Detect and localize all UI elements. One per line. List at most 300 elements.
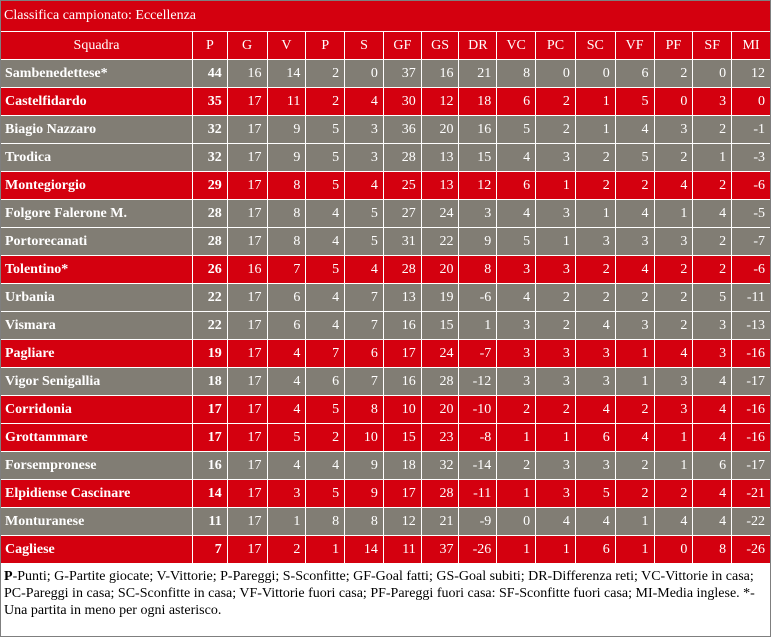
stat-cell: 22 [422,228,460,256]
points-cell: 32 [193,144,228,172]
team-name-cell: Sambenedettese* [1,60,193,88]
stat-cell: 4 [268,452,307,480]
stat-cell: 3 [459,200,497,228]
stat-cell: 27 [384,200,422,228]
team-name-cell: Pagliare [1,340,193,368]
stat-cell: 6 [576,536,616,564]
stat-cell: 16 [228,256,268,284]
stat-cell: 7 [345,368,384,396]
stat-cell: 4 [576,508,616,536]
stat-cell: 16 [384,368,422,396]
stat-cell: 13 [422,144,460,172]
column-header: GS [422,32,460,60]
stat-cell: 8 [345,508,384,536]
stat-cell: 2 [655,60,694,88]
stat-cell: 18 [459,88,497,116]
stat-cell: 2 [655,284,694,312]
stat-cell: 3 [268,480,307,508]
table-row [1,312,770,340]
team-name-cell: Urbania [1,284,193,312]
stat-cell: 5 [576,480,616,508]
stat-cell: 4 [345,88,384,116]
stat-cell: 5 [306,172,345,200]
stat-cell: 9 [459,228,497,256]
stat-cell: 2 [497,396,536,424]
stat-cell: 24 [422,200,460,228]
team-name-cell: Cagliese [1,536,193,564]
column-header: P [193,32,228,60]
stat-cell: 2 [576,172,616,200]
stat-cell: 4 [693,396,732,424]
stat-cell: 12 [459,172,497,200]
stat-cell: -26 [732,536,770,564]
table-row [1,284,770,312]
stat-cell: -16 [732,424,770,452]
stat-cell: 4 [655,508,694,536]
column-header: PF [655,32,694,60]
stat-cell: 4 [576,312,616,340]
stat-cell: 2 [655,144,694,172]
points-cell: 18 [193,368,228,396]
stat-cell: 6 [616,60,655,88]
column-header: G [228,32,268,60]
column-header: SF [693,32,732,60]
stat-cell: -22 [732,508,770,536]
stat-cell: 18 [384,452,422,480]
stat-cell: 4 [497,284,536,312]
stat-cell: 1 [693,144,732,172]
stat-cell: 17 [228,536,268,564]
stat-cell: -26 [459,536,497,564]
legend-text [1,564,770,619]
points-cell: 26 [193,256,228,284]
stat-cell: 2 [576,144,616,172]
stat-cell: 2 [576,284,616,312]
stat-cell: 2 [536,88,576,116]
stat-cell: 3 [536,340,576,368]
stat-cell: 21 [459,60,497,88]
stat-cell: -16 [732,396,770,424]
team-name-cell: Vismara [1,312,193,340]
stat-cell: 2 [536,312,576,340]
stat-cell: 1 [655,452,694,480]
team-name-cell: Forsempronese [1,452,193,480]
stat-cell: 4 [655,172,694,200]
stat-cell: 17 [384,340,422,368]
stat-cell: 12 [422,88,460,116]
stat-cell: 2 [306,60,345,88]
stat-cell: 4 [306,284,345,312]
stat-cell: 24 [422,340,460,368]
stat-cell: 1 [459,312,497,340]
stat-cell: 7 [345,284,384,312]
stat-cell: 4 [693,200,732,228]
table-row [1,424,770,452]
stat-cell: 9 [345,480,384,508]
table-row [1,60,770,88]
stat-cell: 1 [655,200,694,228]
stat-cell: 2 [306,88,345,116]
stat-cell: 4 [497,200,536,228]
stat-cell: 6 [497,88,536,116]
stat-cell: 3 [497,256,536,284]
stat-cell: 12 [384,508,422,536]
table-row [1,200,770,228]
stat-cell: 15 [422,312,460,340]
stat-cell: 4 [306,312,345,340]
stat-cell: 17 [228,144,268,172]
stat-cell: 2 [693,116,732,144]
stat-cell: 17 [228,452,268,480]
stat-cell: 4 [693,424,732,452]
stat-cell: 21 [422,508,460,536]
stat-cell: 17 [228,116,268,144]
stat-cell: 17 [228,284,268,312]
stat-cell: 5 [345,200,384,228]
stat-cell: 2 [497,452,536,480]
stat-cell: 2 [693,256,732,284]
stat-cell: 8 [268,200,307,228]
stat-cell: 1 [497,480,536,508]
stat-cell: 28 [384,144,422,172]
stat-cell: 3 [536,256,576,284]
stat-cell: 4 [268,340,307,368]
stat-cell: 3 [536,144,576,172]
stat-cell: 2 [616,452,655,480]
stat-cell: 4 [655,340,694,368]
stat-cell: 5 [306,480,345,508]
stat-cell: 28 [422,368,460,396]
column-header: MI [732,32,770,60]
stat-cell: 11 [384,536,422,564]
points-cell: 28 [193,200,228,228]
stat-cell: 3 [693,340,732,368]
stat-cell: 2 [655,480,694,508]
stat-cell: 3 [616,312,655,340]
stat-cell: 19 [422,284,460,312]
stat-cell: 17 [228,88,268,116]
table-row [1,88,770,116]
column-header: DR [459,32,497,60]
table-row [1,340,770,368]
stat-cell: -7 [459,340,497,368]
stat-cell: 6 [345,340,384,368]
team-name-cell: Elpidiense Cascinare [1,480,193,508]
stat-cell: -3 [732,144,770,172]
legend-bold: P [4,569,13,584]
stat-cell: 1 [536,172,576,200]
stat-cell: 4 [306,200,345,228]
stat-cell: -14 [459,452,497,480]
standings-table [1,32,770,564]
team-name-cell: Trodica [1,144,193,172]
stat-cell: -11 [459,480,497,508]
table-row [1,172,770,200]
stat-cell: 16 [384,312,422,340]
stat-cell: -10 [459,396,497,424]
stat-cell: 5 [268,424,307,452]
stat-cell: 4 [616,424,655,452]
stat-cell: 25 [384,172,422,200]
stat-cell: 9 [345,452,384,480]
legend-body: -Punti; G-Partite giocate; V-Vittorie; P-Pareggi; S-Sconfitte; GF-Goal fatti; GS-Goal subiti; DR-Differenza reti; VC-Vittorie in casa; PC-Pareggi in casa; SC-Sconfitte in casa; VF-Vittorie fuori casa; PF-Pareggi fuori casa: SF-Sconfitte fuori casa; MI-Media inglese. *- Una partita in meno per ogni asterisco. [4,569,755,618]
stat-cell: 3 [497,312,536,340]
stat-cell: 4 [693,480,732,508]
stat-cell: 32 [422,452,460,480]
stat-cell: 17 [228,396,268,424]
standings-title: Classifica campionato: Eccellenza [1,1,770,32]
stat-cell: -12 [459,368,497,396]
stat-cell: 4 [306,228,345,256]
stat-cell: -5 [732,200,770,228]
points-cell: 28 [193,228,228,256]
points-cell: 11 [193,508,228,536]
table-row [1,256,770,284]
column-header: VC [497,32,536,60]
stat-cell: 2 [536,116,576,144]
stat-cell: 2 [693,172,732,200]
stat-cell: 5 [616,144,655,172]
points-cell: 14 [193,480,228,508]
stat-cell: 2 [268,536,307,564]
table-header-row [1,32,770,60]
stat-cell: 2 [616,172,655,200]
points-cell: 32 [193,116,228,144]
stat-cell: 7 [345,312,384,340]
column-header: P [306,32,345,60]
stat-cell: 4 [306,452,345,480]
stat-cell: 3 [576,340,616,368]
table-row [1,116,770,144]
stat-cell: 1 [497,536,536,564]
stat-cell: 3 [536,200,576,228]
stat-cell: 3 [693,88,732,116]
stat-cell: 4 [536,508,576,536]
points-cell: 7 [193,536,228,564]
stat-cell: 4 [497,144,536,172]
stat-cell: 20 [422,116,460,144]
stat-cell: 6 [306,368,345,396]
stat-cell: 3 [536,368,576,396]
stat-cell: 3 [576,452,616,480]
stat-cell: 3 [655,228,694,256]
column-header: VF [616,32,655,60]
stat-cell: 11 [268,88,307,116]
stat-cell: 1 [536,536,576,564]
stat-cell: 8 [306,508,345,536]
column-header: Squadra [1,32,193,60]
points-cell: 22 [193,284,228,312]
stat-cell: 1 [655,424,694,452]
stat-cell: 1 [268,508,307,536]
stat-cell: 12 [732,60,770,88]
column-header: V [268,32,307,60]
stat-cell: 4 [345,172,384,200]
stat-cell: 17 [228,312,268,340]
stat-cell: 13 [422,172,460,200]
team-name-cell: Corridonia [1,396,193,424]
stat-cell: 5 [306,396,345,424]
stat-cell: -16 [732,340,770,368]
stat-cell: 3 [536,452,576,480]
stat-cell: 17 [228,368,268,396]
stat-cell: -1 [732,116,770,144]
stat-cell: 0 [655,88,694,116]
stat-cell: 14 [345,536,384,564]
stat-cell: 17 [228,424,268,452]
stat-cell: 1 [616,340,655,368]
stat-cell: 5 [497,228,536,256]
stat-cell: -21 [732,480,770,508]
stat-cell: 4 [268,396,307,424]
stat-cell: 17 [228,228,268,256]
table-row [1,536,770,564]
stat-cell: 3 [655,396,694,424]
stat-cell: 5 [306,116,345,144]
stat-cell: 1 [497,424,536,452]
stat-cell: 6 [268,284,307,312]
stat-cell: 3 [576,368,616,396]
team-name-cell: Castelfidardo [1,88,193,116]
points-cell: 16 [193,452,228,480]
stat-cell: 0 [693,60,732,88]
stat-cell: 28 [384,256,422,284]
stat-cell: 1 [616,536,655,564]
stat-cell: 2 [655,312,694,340]
stat-cell: 23 [422,424,460,452]
team-name-cell: Folgore Falerone M. [1,200,193,228]
stat-cell: 4 [616,116,655,144]
stat-cell: 4 [616,200,655,228]
stat-cell: 37 [384,60,422,88]
stat-cell: -9 [459,508,497,536]
stat-cell: 1 [616,508,655,536]
stat-cell: 1 [536,424,576,452]
stat-cell: 2 [536,396,576,424]
stat-cell: 13 [384,284,422,312]
stat-cell: 10 [384,396,422,424]
stat-cell: 4 [268,368,307,396]
stat-cell: 6 [497,172,536,200]
column-header: S [345,32,384,60]
stat-cell: 10 [345,424,384,452]
stat-cell: 6 [268,312,307,340]
stat-cell: 1 [576,200,616,228]
stat-cell: -7 [732,228,770,256]
stat-cell: 16 [459,116,497,144]
stat-cell: 3 [345,144,384,172]
stat-cell: 3 [576,228,616,256]
team-name-cell: Vigor Senigallia [1,368,193,396]
stat-cell: 0 [576,60,616,88]
stat-cell: 4 [616,256,655,284]
stat-cell: -11 [732,284,770,312]
stat-cell: 0 [536,60,576,88]
team-name-cell: Portorecanati [1,228,193,256]
table-row [1,452,770,480]
stat-cell: -6 [732,172,770,200]
stat-cell: 17 [228,340,268,368]
stat-cell: 2 [655,256,694,284]
stat-cell: -8 [459,424,497,452]
column-header: SC [576,32,616,60]
stat-cell: 4 [693,368,732,396]
table-row [1,228,770,256]
stat-cell: 17 [384,480,422,508]
stat-cell: 1 [616,368,655,396]
stat-cell: 8 [459,256,497,284]
stat-cell: 3 [536,480,576,508]
stat-cell: 4 [345,256,384,284]
points-cell: 22 [193,312,228,340]
stat-cell: 8 [268,172,307,200]
points-cell: 35 [193,88,228,116]
stat-cell: -6 [459,284,497,312]
points-cell: 17 [193,424,228,452]
points-cell: 19 [193,340,228,368]
stat-cell: 2 [693,228,732,256]
stat-cell: 4 [693,508,732,536]
stat-cell: -13 [732,312,770,340]
stat-cell: 1 [306,536,345,564]
stat-cell: 1 [576,88,616,116]
points-cell: 29 [193,172,228,200]
stat-cell: 17 [228,508,268,536]
column-header: PC [536,32,576,60]
table-row [1,396,770,424]
stat-cell: 15 [459,144,497,172]
stat-cell: 16 [228,60,268,88]
stat-cell: -17 [732,452,770,480]
stat-cell: 1 [536,228,576,256]
stat-cell: 5 [306,144,345,172]
stat-cell: 0 [345,60,384,88]
team-name-cell: Biagio Nazzaro [1,116,193,144]
stat-cell: 0 [732,88,770,116]
stat-cell: 17 [228,480,268,508]
stat-cell: 37 [422,536,460,564]
stat-cell: 2 [616,284,655,312]
stat-cell: 2 [536,284,576,312]
stat-cell: -17 [732,368,770,396]
stat-cell: 20 [422,256,460,284]
column-header: GF [384,32,422,60]
team-name-cell: Grottammare [1,424,193,452]
stat-cell: 17 [228,200,268,228]
table-row [1,144,770,172]
stat-cell: 9 [268,116,307,144]
stat-cell: 3 [693,312,732,340]
stat-cell: 4 [576,396,616,424]
team-name-cell: Montegiorgio [1,172,193,200]
stat-cell: 3 [616,228,655,256]
stat-cell: 20 [422,396,460,424]
team-name-cell: Tolentino* [1,256,193,284]
stat-cell: 3 [655,116,694,144]
stat-cell: 17 [228,172,268,200]
points-cell: 17 [193,396,228,424]
stat-cell: 14 [268,60,307,88]
stat-cell: 0 [497,508,536,536]
stat-cell: 5 [345,228,384,256]
stat-cell: 8 [345,396,384,424]
team-name-cell: Monturanese [1,508,193,536]
stat-cell: 36 [384,116,422,144]
stat-cell: 2 [576,256,616,284]
stat-cell: 6 [576,424,616,452]
stat-cell: 8 [497,60,536,88]
stat-cell: 7 [268,256,307,284]
